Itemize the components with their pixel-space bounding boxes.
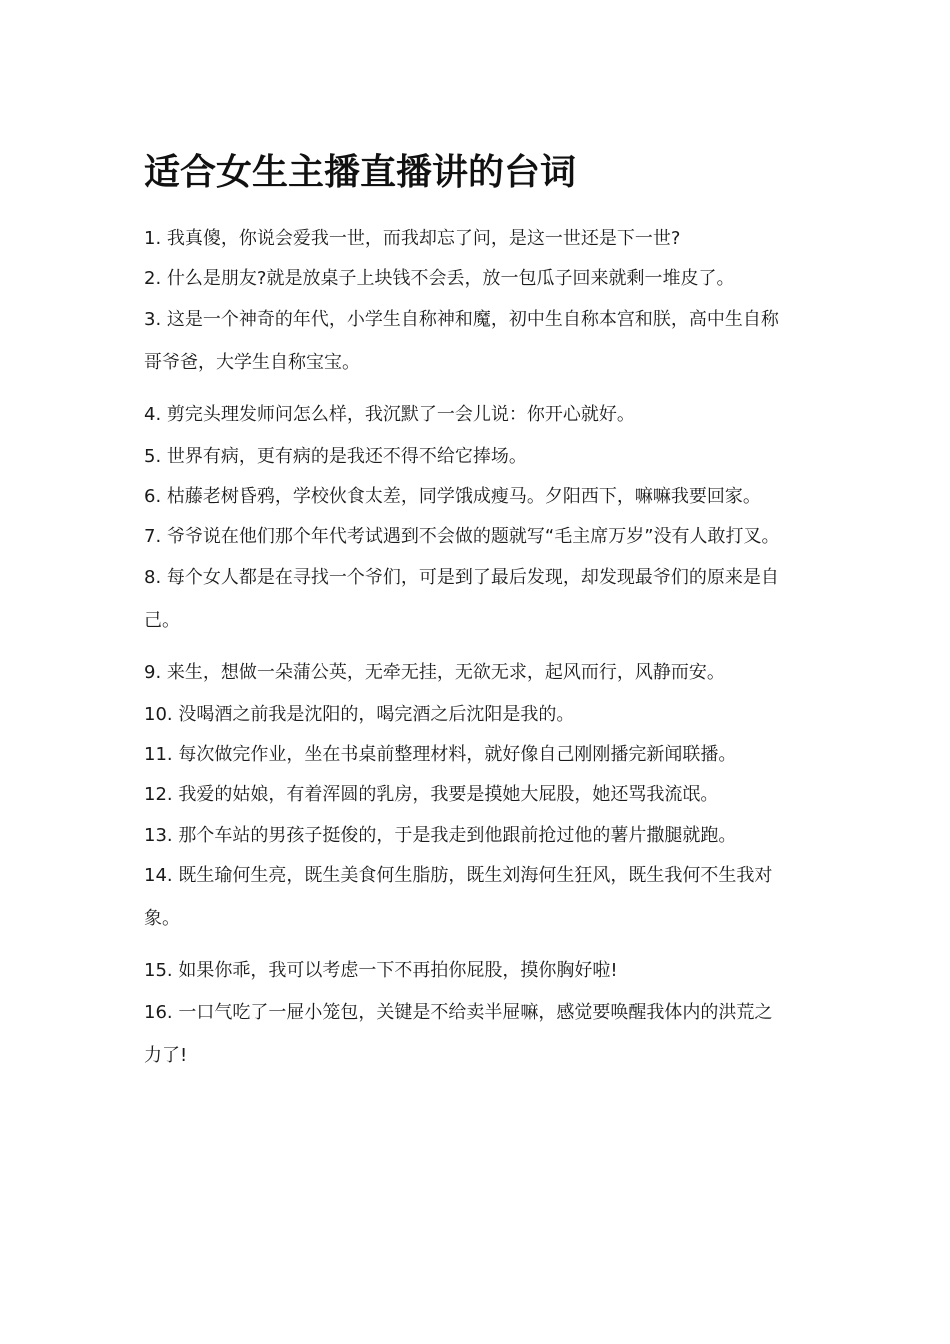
text-line-item-16-continued: 力了! (144, 1045, 188, 1066)
text-line-item-13: 13. 那个车站的男孩子挺俊的，于是我走到他跟前抢过他的薯片撒腿就跑。 (144, 825, 737, 846)
text-line-item-16: 16. 一口气吃了一屉小笼包，关键是不给卖半屉嘛，感觉要唤醒我体内的洪荒之 (144, 1002, 773, 1023)
text-line-item-5: 5. 世界有病，更有病的是我还不得不给它捧场。 (144, 446, 527, 467)
text-line-item-3: 3. 这是一个神奇的年代，小学生自称神和魔，初中生自称本宫和朕，高中生自称 (144, 309, 779, 330)
text-line-item-15: 15. 如果你乖，我可以考虑一下不再拍你屁股，摸你胸好啦! (144, 960, 618, 981)
text-line-item-14-continued: 象。 (144, 908, 180, 929)
text-line-item-12: 12. 我爱的姑娘，有着浑圆的乳房，我要是摸她大屁股，她还骂我流氓。 (144, 784, 719, 805)
text-line-item-14: 14. 既生瑜何生亮，既生美食何生脂肪，既生刘海何生狂风，既生我何不生我对 (144, 865, 773, 886)
text-line-item-10: 10. 没喝酒之前我是沈阳的，喝完酒之后沈阳是我的。 (144, 704, 575, 725)
text-line-item-4: 4. 剪完头理发师问怎么样，我沉默了一会儿说：你开心就好。 (144, 404, 635, 425)
text-line-item-9: 9. 来生，想做一朵蒲公英，无牵无挂，无欲无求，起风而行，风静而安。 (144, 662, 725, 683)
text-line-item-7: 7. 爷爷说在他们那个年代考试遇到不会做的题就写“毛主席万岁”没有人敢打叉。 (144, 526, 780, 547)
text-line-item-2: 2. 什么是朋友?就是放桌子上块钱不会丢，放一包瓜子回来就剩一堆皮了。 (144, 268, 735, 289)
text-line-item-8-continued: 己。 (144, 610, 180, 631)
text-line-item-8: 8. 每个女人都是在寻找一个爷们，可是到了最后发现，却发现最爷们的原来是自 (144, 567, 779, 588)
text-line-item-1: 1. 我真傻，你说会爱我一世，而我却忘了问，是这一世还是下一世? (144, 228, 681, 249)
text-line-item-3-continued: 哥爷爸，大学生自称宝宝。 (144, 352, 360, 373)
document-title: 适合女生主播直播讲的台词 (144, 152, 577, 193)
text-line-item-11: 11. 每次做完作业，坐在书桌前整理材料，就好像自己刚刚播完新闻联播。 (144, 744, 737, 765)
text-line-item-6: 6. 枯藤老树昏鸦，学校伙食太差，同学饿成瘦马。夕阳西下，嘛嘛我要回家。 (144, 486, 761, 507)
